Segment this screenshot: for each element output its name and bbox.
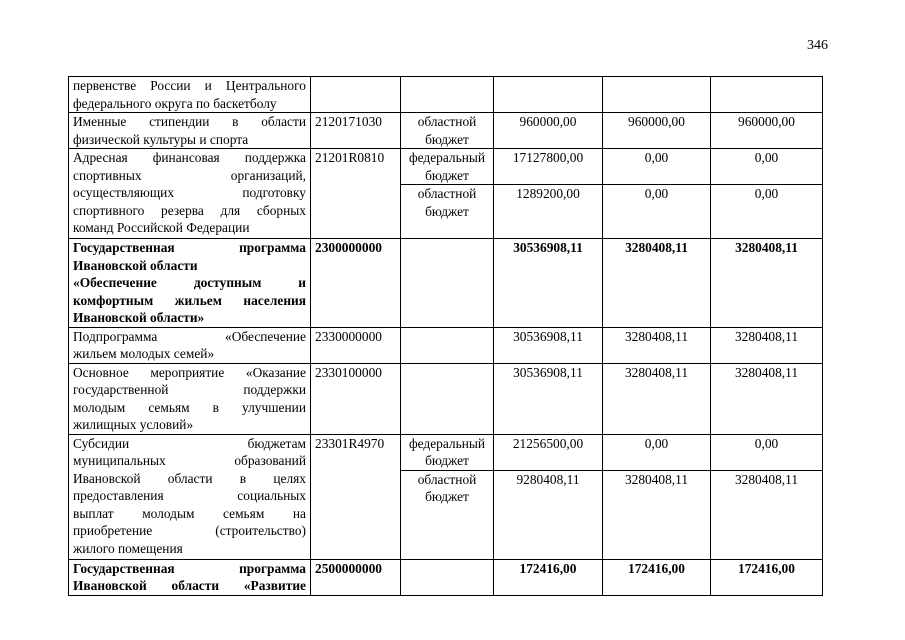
- table-row: [69, 113, 823, 149]
- row-source: [401, 327, 494, 363]
- row-year3: 0,00: [711, 185, 823, 239]
- row-code: 2330100000: [311, 363, 401, 434]
- row-source: областной бюджет: [401, 113, 494, 149]
- row-year2: 0,00: [603, 434, 711, 470]
- row-year3: [711, 77, 823, 113]
- row-code: 2500000000: [311, 559, 401, 595]
- row-description: Государственная программа Ивановской области «Развитие: [69, 559, 311, 595]
- row-year1: 1289200,00: [494, 185, 603, 239]
- row-source: [401, 239, 494, 328]
- row-year2: 3280408,11: [603, 363, 711, 434]
- row-source: [401, 559, 494, 595]
- row-year3: 960000,00: [711, 113, 823, 149]
- row-source: [401, 77, 494, 113]
- row-description: Субсидии бюджетам муниципальных образований Ивановской области в целях предоставления социальных выплат молодым семьям на приобретение (строительство) жилого помещения: [69, 434, 311, 559]
- row-year2: 3280408,11: [603, 327, 711, 363]
- row-description: первенстве России и Центрального федерального округа по баскетболу: [69, 77, 311, 113]
- row-year3: 0,00: [711, 434, 823, 470]
- row-year2: 3280408,11: [603, 470, 711, 559]
- row-year3: 172416,00: [711, 559, 823, 595]
- row-year3: 3280408,11: [711, 239, 823, 328]
- row-code: 2330000000: [311, 327, 401, 363]
- page-number: 346: [807, 38, 828, 53]
- table-row: [69, 149, 823, 185]
- table-row: [69, 239, 823, 328]
- row-source: [401, 363, 494, 434]
- row-code: 2120171030: [311, 113, 401, 149]
- row-source: областной бюджет: [401, 185, 494, 239]
- row-year1: 172416,00: [494, 559, 603, 595]
- budget-table: [68, 76, 823, 596]
- table-row: [69, 77, 823, 113]
- row-code: 23301R4970: [311, 434, 401, 559]
- row-year3: 0,00: [711, 149, 823, 185]
- table-row: [69, 434, 823, 470]
- row-source: областной бюджет: [401, 470, 494, 559]
- row-year1: 30536908,11: [494, 327, 603, 363]
- table-row: [69, 363, 823, 434]
- row-year2: 960000,00: [603, 113, 711, 149]
- row-year2: 0,00: [603, 185, 711, 239]
- row-year2: 3280408,11: [603, 239, 711, 328]
- row-year3: 3280408,11: [711, 470, 823, 559]
- row-year1: [494, 77, 603, 113]
- row-year3: 3280408,11: [711, 327, 823, 363]
- row-year1: 30536908,11: [494, 363, 603, 434]
- row-year1: 17127800,00: [494, 149, 603, 185]
- row-description: Адресная финансовая поддержка спортивных организаций, осуществляющих подготовку спортивного резерва для сборных команд Российской Федерации: [69, 149, 311, 239]
- row-code: 21201R0810: [311, 149, 401, 239]
- row-source: федеральный бюджет: [401, 434, 494, 470]
- row-year1: 30536908,11: [494, 239, 603, 328]
- row-source: федеральный бюджет: [401, 149, 494, 185]
- row-code: 2300000000: [311, 239, 401, 328]
- row-year1: 9280408,11: [494, 470, 603, 559]
- table-row: [69, 327, 823, 363]
- row-year1: 960000,00: [494, 113, 603, 149]
- row-year2: 0,00: [603, 149, 711, 185]
- row-year2: 172416,00: [603, 559, 711, 595]
- table-row: [69, 559, 823, 595]
- row-description: Именные стипендии в области физической культуры и спорта: [69, 113, 311, 149]
- row-description: Государственная программа Ивановской области «Обеспечение доступным и комфортным жильем населения Ивановской области»: [69, 239, 311, 328]
- row-year1: 21256500,00: [494, 434, 603, 470]
- row-description: Подпрограмма «Обеспечение жильем молодых семей»: [69, 327, 311, 363]
- row-year3: 3280408,11: [711, 363, 823, 434]
- row-year2: [603, 77, 711, 113]
- row-code: [311, 77, 401, 113]
- row-description: Основное мероприятие «Оказание государственной поддержки молодым семьям в улучшении жилищных условий»: [69, 363, 311, 434]
